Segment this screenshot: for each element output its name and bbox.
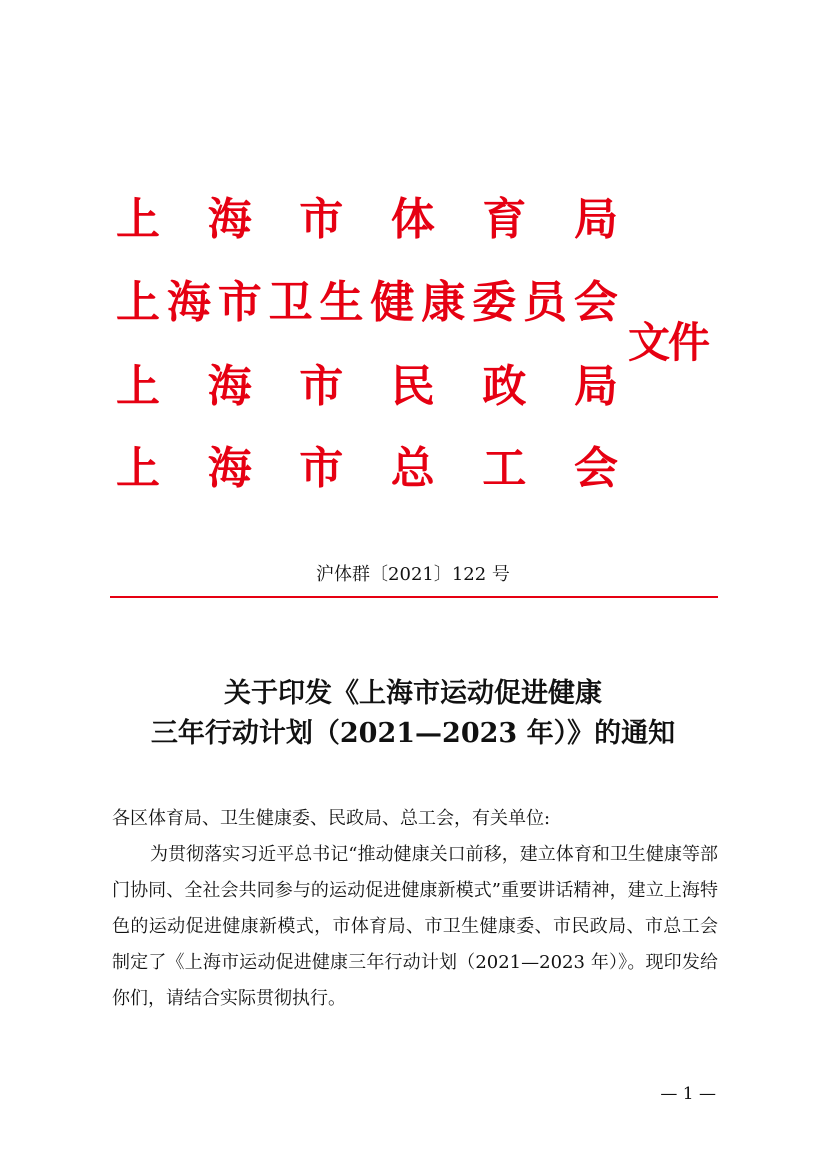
org-char: 会: [573, 443, 618, 494]
org-char: 健: [370, 277, 415, 328]
org-char: 上: [116, 194, 160, 245]
org-name-health-commission: [116, 278, 618, 328]
salutation: 各区体育局、卫生健康委、民政局、总工会，有关单位:: [112, 808, 551, 829]
org-char: 海: [207, 361, 252, 412]
org-char: 总: [390, 443, 435, 494]
org-char: 康: [421, 277, 466, 328]
org-char: 海: [207, 443, 252, 494]
org-char: 育: [482, 194, 527, 245]
org-char: 政: [482, 361, 527, 412]
org-char: 委: [472, 277, 517, 328]
org-char: 上: [116, 361, 160, 412]
org-char: 市: [299, 443, 344, 494]
org-char: 生: [319, 277, 364, 328]
org-char: 海: [207, 194, 252, 245]
org-char: 局: [573, 194, 618, 245]
document-suffix: 文件: [628, 318, 709, 367]
org-char: 民: [390, 361, 435, 412]
org-char: 体: [390, 194, 435, 245]
org-char: 卫: [268, 277, 313, 328]
org-char: 上: [116, 443, 160, 494]
org-char: 局: [573, 361, 618, 412]
org-name-trade-union: [116, 444, 618, 494]
org-char: 会: [573, 277, 618, 328]
org-name-sports-bureau: [116, 195, 618, 245]
notice-title-line-1: 关于印发《上海市运动促进健康: [224, 678, 602, 709]
org-char: 市: [217, 277, 262, 328]
red-divider: [110, 596, 718, 598]
org-char: 市: [299, 361, 344, 412]
org-char: 上: [116, 277, 160, 328]
document-number: 沪体群〔2021〕122 号: [316, 564, 510, 585]
org-char: 工: [482, 443, 527, 494]
notice-title-line-2: 三年行动计划（2021—2023 年）》的通知: [150, 718, 676, 749]
body-paragraph: 为贯彻落实习近平总书记“推动健康关口前移，建立体育和卫生健康等部门协同、全社会共同参与的运动促进健康新模式”重要讲话精神，建立上海特色的运动促进健康新模式，市体育局、市卫生健康委、市民政局、市总工会制定了《上海市运动促进健康三年行动计划（2021—2023 年）》。现印发给你们，请结合实际贯彻执行。: [112, 844, 718, 1009]
org-char: 市: [299, 194, 344, 245]
page-number: — 1 —: [660, 1084, 716, 1104]
org-char: 员: [523, 277, 567, 328]
org-char: 海: [166, 277, 211, 328]
org-name-civil-affairs-bureau: [116, 362, 618, 412]
